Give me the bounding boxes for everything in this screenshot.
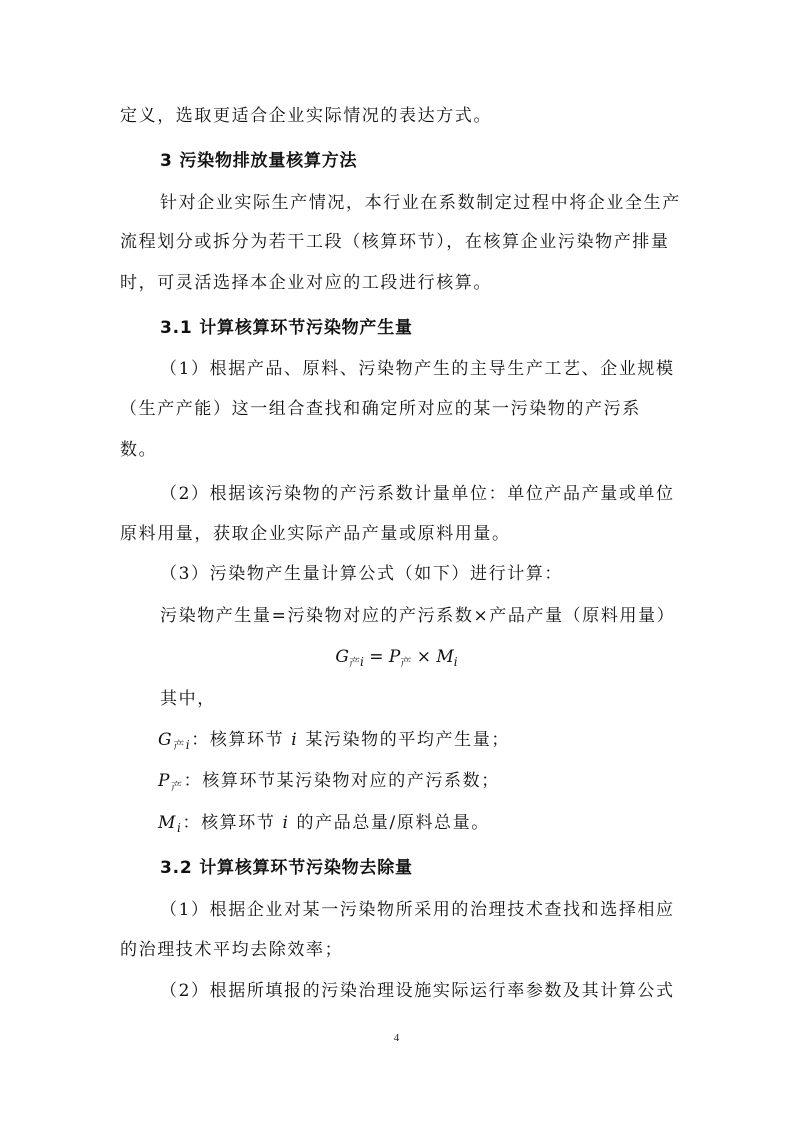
- paragraph-line: 时，可灵活选择本企业对应的工段进行核算。: [120, 273, 492, 293]
- paragraph-line: 定义，选取更适合企业实际情况的表达方式。: [120, 106, 492, 126]
- math-symbol: M: [158, 813, 178, 833]
- paragraph-line: （2）根据所填报的污染治理设施实际运行率参数及其计算公式: [160, 981, 675, 1001]
- math-symbol: G: [158, 730, 174, 750]
- formula-equation: [0, 645, 793, 675]
- definition-text: ：核算环节某污染物对应的产污系数；: [183, 771, 500, 791]
- math-symbol: M: [436, 647, 454, 667]
- math-subscript: 产: [400, 656, 412, 669]
- formula-text: 污染物产生量=污染物对应的产污系数×产品产量（原料用量）: [160, 606, 676, 626]
- math-operator: ×: [411, 647, 437, 667]
- math-symbol: P: [158, 771, 172, 791]
- math-subscript: i: [185, 738, 192, 752]
- math-symbol: P: [388, 647, 401, 667]
- definition-text: 的产品总量/原料总量。: [289, 813, 490, 833]
- math-operator: =: [363, 647, 389, 667]
- paragraph-line: 原料用量，获取企业实际产品产量或原料用量。: [120, 524, 511, 544]
- paragraph-line: （2）根据该污染物的产污系数计量单位：单位产品产量或单位: [160, 484, 675, 504]
- paragraph-line: （生产产能）这一组合查找和确定所对应的某一污染物的产污系: [120, 399, 641, 419]
- section-heading-3-2: 3.2 计算核算环节污染物去除量: [160, 858, 413, 878]
- paragraph-line: 的治理技术平均去除效率；: [120, 940, 344, 960]
- math-symbol: G: [335, 647, 349, 667]
- math-symbol: i: [291, 730, 299, 750]
- math-symbol: i: [282, 813, 290, 833]
- paragraph-line: 数。: [120, 440, 158, 460]
- paragraph-line: 其中，: [160, 689, 216, 709]
- paragraph-line: 针对企业实际生产情况，本行业在系数制定过程中将企业全生产: [160, 193, 681, 213]
- definition-text: ：核算环节: [182, 813, 283, 833]
- definition-text: 某污染物的平均产生量；: [298, 730, 510, 750]
- definition-m: [158, 811, 490, 840]
- math-subscript: i: [359, 655, 364, 669]
- math-subscript: 产: [173, 739, 186, 752]
- paragraph-line: （1）根据产品、原料、污染物产生的主导生产工艺、企业规模: [160, 359, 675, 379]
- section-heading-3: 3 污染物排放量核算方法: [160, 151, 358, 171]
- math-subscript: 产: [171, 780, 184, 793]
- page-number: 4: [393, 1032, 400, 1044]
- math-subscript: i: [177, 821, 183, 835]
- definition-g: [158, 728, 510, 758]
- paragraph-line: 流程划分或拆分为若干工段（核算环节），在核算企业污染物产排量: [120, 232, 670, 252]
- definition-p: [158, 769, 500, 799]
- math-subscript: i: [453, 655, 458, 669]
- math-subscript: 产: [348, 656, 360, 669]
- definition-text: ：核算环节: [191, 730, 292, 750]
- paragraph-line: （3）污染物产生量计算公式（如下）进行计算：: [160, 564, 564, 584]
- paragraph-line: （1）根据企业对某一污染物所采用的治理技术查找和选择相应: [160, 900, 675, 920]
- section-heading-3-1: 3.1 计算核算环节污染物产生量: [160, 318, 413, 338]
